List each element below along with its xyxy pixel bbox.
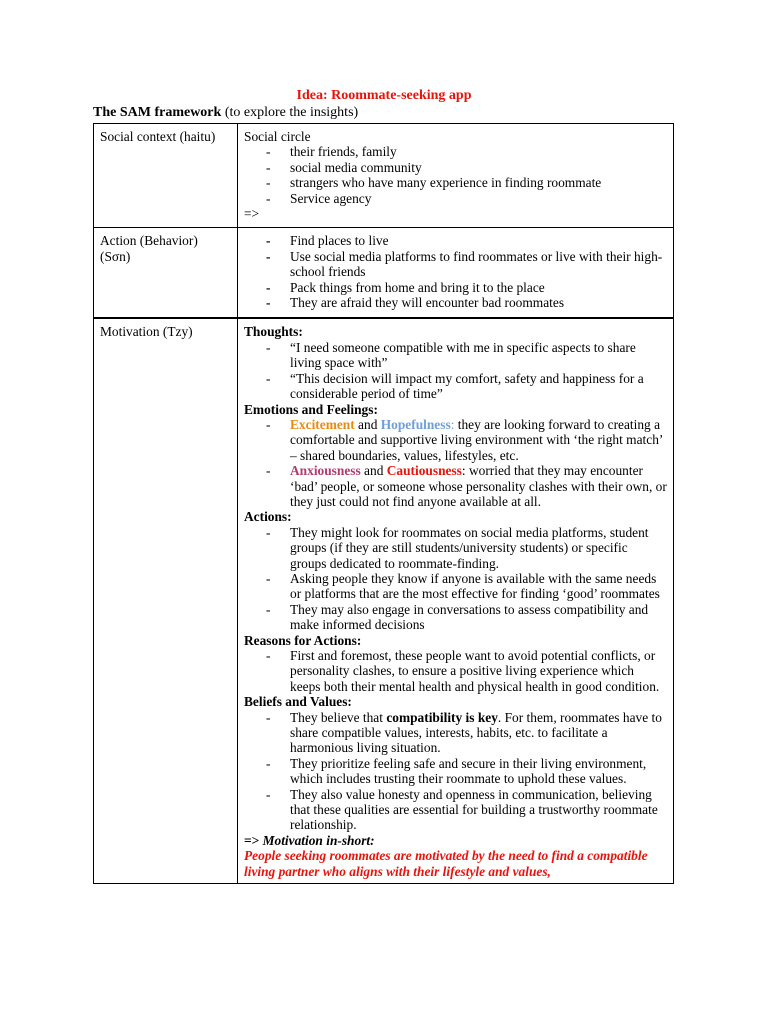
emotions-list (244, 417, 667, 509)
cautiousness-word: Cautiousness (386, 463, 462, 479)
row-action (94, 228, 674, 319)
reasons-list (244, 648, 667, 694)
motivation-content (238, 318, 674, 883)
motivation-label: Motivation (Tzy) (94, 318, 238, 883)
action-content (238, 228, 674, 319)
list-item: - Anxiousness and Cautiousness: worried that they may encounter ‘bad’ people, or someone whose personality clashes with their own, or they just could not find anyone available at all. (244, 463, 667, 509)
list-item: - Asking people they know if anyone is available with the same needs or platforms that are the most effective for finding ‘good’ roommates (244, 571, 667, 602)
list-item: - They might look for roommates on social media platforms, student groups (if they are still students/university students) or specific groups dedicated to roommate-finding. (244, 525, 667, 571)
emotions-heading: Emotions and Feelings: (244, 401, 378, 417)
social-arrow: => (244, 206, 260, 222)
list-item: - They believe that compatibility is key. For them, roommates have to share compatible values, interests, habits, etc. to facilitate a harmonious living situation. (244, 710, 667, 756)
thoughts-list (244, 340, 667, 402)
framework-subtitle (93, 105, 358, 121)
excitement-word: Excitement (290, 416, 355, 432)
action-list (244, 233, 667, 310)
list-item: - Excitement and Hopefulness: they are looking forward to creating a comfortable and supportive living environment with ‘the right match’ – shared boundaries, values, lifestyles, etc. (244, 417, 667, 463)
summary-heading: => Motivation in-short: (244, 832, 375, 848)
beliefs-heading: Beliefs and Values: (244, 694, 352, 710)
row-motivation (94, 318, 674, 883)
list-item: - Pack things from home and bring it to the place (244, 280, 667, 295)
list-item: - social media community (244, 160, 667, 175)
anxiousness-word: Anxiousness (290, 463, 361, 479)
list-item: - Use social media platforms to find roommates or live with their high-school friends (244, 249, 667, 280)
summary-text: People seeking roommates are motivated by the need to find a compatible living partner who aligns with their lifestyle and values, (244, 848, 648, 879)
framework-note: (to explore the insights) (221, 105, 359, 120)
list-item: - their friends, family (244, 144, 667, 159)
hopefulness-word: Hopefulness (380, 416, 451, 432)
social-circle-list (244, 144, 667, 206)
document-title: Idea: Roommate-seeking app (296, 88, 472, 103)
social-context-label: Social context (haitu) (94, 124, 238, 228)
list-item: - strangers who have many experience in finding roommate (244, 175, 667, 190)
action-label: Action (Behavior) (Sσn) (94, 228, 238, 319)
sam-table (93, 123, 674, 884)
list-item: - They prioritize feeling safe and secure in their living environment, which includes trusting their roommate to uphold these values. (244, 756, 667, 787)
list-item: - They are afraid they will encounter bad roommates (244, 295, 667, 310)
compatibility-key: compatibility is key (386, 709, 498, 725)
social-circle-heading: Social circle (244, 129, 311, 144)
actions-heading: Actions: (244, 509, 292, 525)
list-item: - They also value honesty and openness in communication, believing that these qualities are essential for building a trustworthy roommate relationship. (244, 787, 667, 833)
actions-list (244, 525, 667, 633)
list-item: - They may also engage in conversations to assess compatibility and make informed decisions (244, 602, 667, 633)
list-item: - First and foremost, these people want to avoid potential conflicts, or personality clashes, to ensure a positive living experience which keeps both their mental health and physical health in good condition. (244, 648, 667, 694)
list-item: - Service agency (244, 191, 667, 206)
thoughts-heading: Thoughts: (244, 324, 303, 340)
framework-name: The SAM framework (93, 105, 222, 120)
row-social-context (94, 124, 674, 228)
social-context-content (238, 124, 674, 228)
beliefs-list (244, 710, 667, 833)
reasons-heading: Reasons for Actions: (244, 632, 362, 648)
list-item: - “This decision will impact my comfort, safety and happiness for a considerable period of time” (244, 371, 667, 402)
list-item: - Find places to live (244, 233, 667, 248)
list-item: - “I need someone compatible with me in specific aspects to share living space with” (244, 340, 667, 371)
